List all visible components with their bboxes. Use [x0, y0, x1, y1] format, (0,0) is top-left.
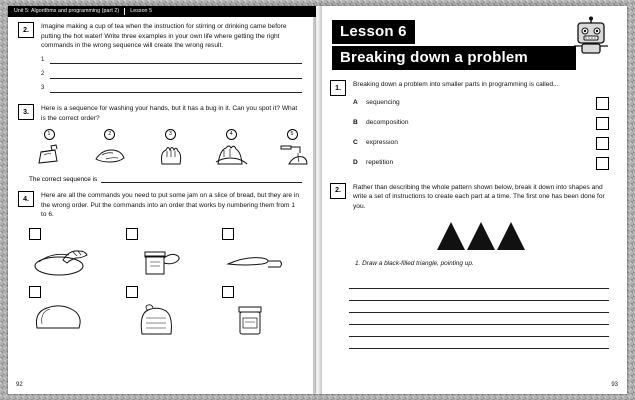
question-r2: [316, 183, 627, 269]
option-checkbox-c[interactable]: [596, 137, 609, 150]
answer-line[interactable]: [41, 56, 302, 65]
option-row-b: [353, 117, 609, 130]
option-text: sequencing: [366, 99, 400, 107]
left-page-content: [8, 22, 316, 344]
question-r1: [316, 80, 627, 170]
answer-line-rule[interactable]: [50, 56, 302, 64]
rinsing-hands-icon: [90, 142, 130, 168]
bread-slice-icon: [29, 301, 107, 337]
right-page: [316, 6, 627, 394]
folio-left: 92: [16, 382, 23, 388]
sequence-number: 3: [165, 129, 176, 140]
option-text: repetition: [366, 159, 394, 167]
question-3-answer-row: [29, 174, 302, 183]
answer-line[interactable]: [349, 277, 609, 289]
jam-command-cell: [29, 286, 107, 337]
left-page: [8, 6, 316, 394]
right-page-content: [316, 80, 627, 349]
option-text: decomposition: [366, 119, 409, 127]
answer-line-rule[interactable]: [50, 71, 302, 79]
order-checkbox[interactable]: [222, 286, 234, 298]
answer-line-label: 2: [41, 70, 45, 77]
jam-command-cell: [222, 228, 300, 279]
answer-line[interactable]: [41, 84, 302, 93]
question-3-text: Here is a sequence for washing your hands, but it has a bug in it. Can you spot it? What is the correct order?: [41, 105, 298, 122]
option-letter: C: [353, 139, 358, 147]
question-4-body: [41, 191, 302, 220]
bread-bag-icon: [126, 301, 204, 337]
sequence-number: 1: [44, 129, 55, 140]
question-3-number: 3.: [18, 104, 34, 120]
three-black-triangles-icon: [353, 220, 609, 252]
option-checkbox-b[interactable]: [596, 117, 609, 130]
jam-command-cell: [29, 228, 107, 279]
question-r2-answer-lines: [316, 277, 627, 349]
book-spread: [8, 6, 627, 394]
question-r1-text: Breaking down a problem into smaller parts in programming is called...: [353, 81, 559, 88]
sequence-number: 5: [287, 129, 298, 140]
order-checkbox[interactable]: [29, 228, 41, 240]
jam-command-grid: [29, 228, 300, 337]
lesson-number-label: Lesson 6: [332, 20, 415, 44]
order-checkbox[interactable]: [222, 228, 234, 240]
running-header-divider: [124, 8, 125, 15]
sequence-item: [151, 129, 191, 168]
order-checkbox[interactable]: [126, 286, 138, 298]
question-4-number: 4.: [18, 191, 34, 207]
option-checkbox-d[interactable]: [596, 157, 609, 170]
jam-jar-icon: [222, 301, 300, 337]
example-instruction: 1. Draw a black-filled triangle, pointing up.: [355, 260, 474, 268]
option-row-a: [353, 97, 609, 110]
question-2-number: 2.: [18, 22, 34, 38]
question-3: [8, 104, 316, 123]
question-4: [8, 191, 316, 220]
answer-line[interactable]: [349, 313, 609, 325]
question-2-body: [41, 22, 302, 98]
jam-command-cell: [222, 286, 300, 337]
jam-command-cell: [126, 228, 204, 279]
answer-line-rule[interactable]: [50, 85, 302, 93]
option-letter: D: [353, 159, 358, 167]
option-letter: B: [353, 119, 358, 127]
answer-line-label: 1: [41, 56, 45, 63]
sequence-item: [211, 129, 251, 168]
answer-line[interactable]: [349, 301, 609, 313]
question-3-answer-rule[interactable]: [101, 174, 302, 183]
scrubbing-hands-icon: [151, 142, 191, 168]
sequence-item: [272, 129, 312, 168]
question-3-body: [41, 104, 302, 123]
option-checkbox-a[interactable]: [596, 97, 609, 110]
jam-command-row: [29, 286, 300, 337]
answer-line-label: 3: [41, 85, 45, 92]
hand-spreading-jam-icon: [29, 243, 107, 279]
question-2: [8, 22, 316, 98]
running-header: [8, 6, 316, 17]
knife-icon: [222, 243, 300, 279]
lesson-title: Breaking down a problem: [332, 46, 576, 70]
answer-line[interactable]: [349, 289, 609, 301]
running-header-lesson: Lesson 5: [130, 8, 153, 14]
running-header-unit: Unit 5: Algorithms and programming (part 2): [14, 8, 120, 14]
answer-line[interactable]: [349, 337, 609, 349]
sequence-number: 2: [104, 129, 115, 140]
tap-water-icon: [272, 142, 312, 168]
jar-lid-closing-icon: [126, 243, 204, 279]
soap-bottle-icon: [29, 142, 69, 168]
answer-line[interactable]: [349, 325, 609, 337]
option-row-d: [353, 157, 609, 170]
question-2-text: Imagine making a cup of tea when the instruction for stirring or drinking came before putting the hot water! Write three examples in your own life where getting the right commands in the wrong sequence will create the wrong result.: [41, 23, 287, 50]
jam-command-row: [29, 228, 300, 279]
answer-line[interactable]: [41, 70, 302, 79]
lesson-banner: [332, 20, 576, 70]
question-4-text: Here are all the commands you need to put some jam on a slice of bread, but they are in the wrong order. Put the commands into an order that works by numbering them from 1 to 6.: [41, 192, 300, 219]
order-checkbox[interactable]: [29, 286, 41, 298]
order-checkbox[interactable]: [126, 228, 138, 240]
question-3-answer-label: The correct sequence is: [29, 176, 98, 184]
option-letter: A: [353, 99, 358, 107]
question-r2-body: [353, 183, 609, 269]
question-r1-body: [353, 80, 609, 170]
jam-command-cell: [126, 286, 204, 337]
question-r2-number: 2.: [330, 183, 346, 199]
folio-right: 93: [611, 382, 618, 388]
sequence-item: [29, 129, 69, 168]
option-text: expression: [366, 139, 398, 147]
drying-hands-icon: [211, 142, 251, 168]
sequence-number: 4: [226, 129, 237, 140]
handwashing-sequence: [29, 129, 312, 168]
sequence-item: [90, 129, 130, 168]
robot-head-icon: [573, 16, 609, 58]
question-r2-text: Rather than describing the whole pattern shown below, break it down into shapes and write a set of instructions to create each part at a time. The first one has been done for you.: [353, 183, 605, 210]
question-r1-number: 1.: [330, 80, 346, 96]
question-2-answer-lines: [41, 56, 302, 93]
option-row-c: [353, 137, 609, 150]
